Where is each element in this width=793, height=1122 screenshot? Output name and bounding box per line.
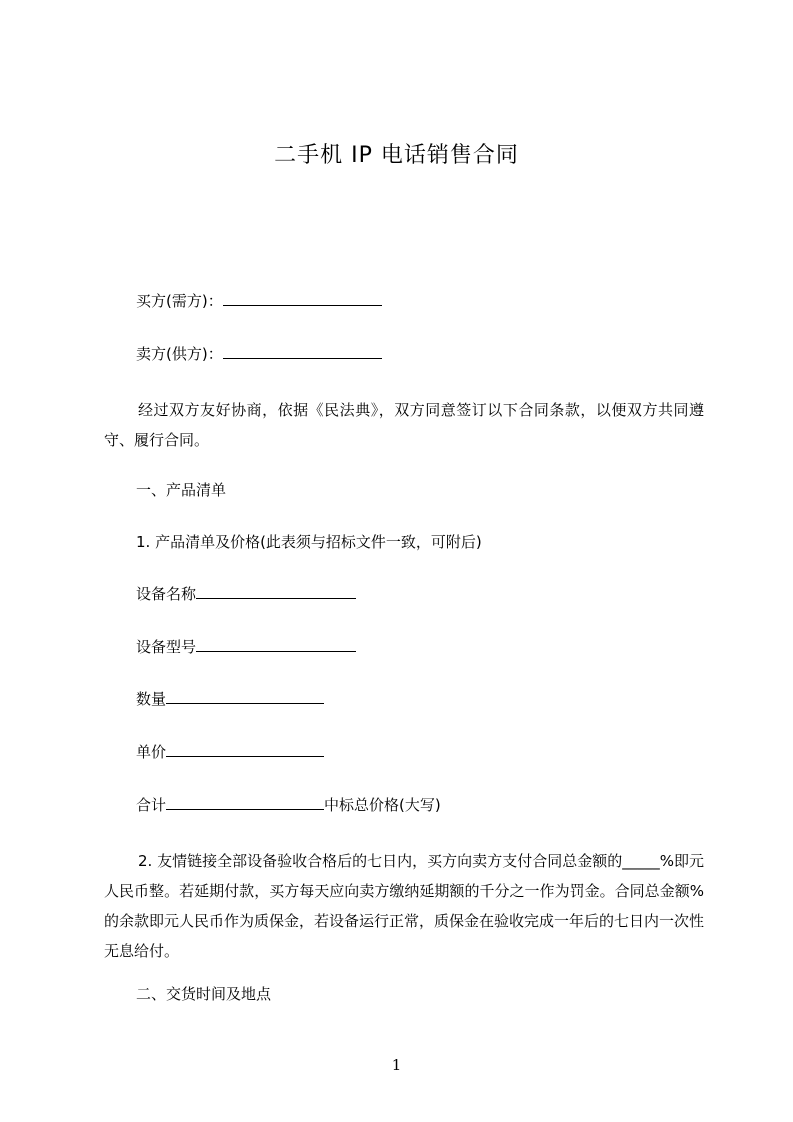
unit-price-line: [136, 741, 324, 763]
buyer-line: [136, 290, 382, 312]
total-label: 合计: [136, 796, 167, 814]
item2-paragraph: 2. 友情链接全部设备验收合格后的七日内，买方向卖方支付合同总金额的_____%即元人民币整。若延期付款，买方每天应向卖方缴纳延期额的千分之一作为罚金。合同总金额%的余款即元人民币作为质保金，若设备运行正常，质保金在验收完成一年后的七日内一次性无息给付。: [104, 852, 705, 960]
seller-line: [136, 343, 382, 365]
unit-price-blank: [166, 741, 324, 757]
item1-text: 1. 产品清单及价格(此表须与招标文件一致，可附后): [136, 533, 482, 551]
intro-paragraph: 经过双方友好协商，依据《民法典》，双方同意签订以下合同条款，以便双方共同遵守、履行合同。: [104, 401, 704, 449]
quantity-label: 数量: [136, 690, 167, 708]
device-name-label: 设备名称: [136, 585, 197, 603]
total-blank: [166, 794, 324, 810]
device-model-label: 设备型号: [136, 638, 197, 656]
device-name-line: [136, 583, 356, 605]
unit-price-label: 单价: [136, 743, 167, 761]
device-model-line: [136, 636, 356, 658]
bid-total-label: 中标总价格(大写): [324, 796, 441, 814]
section2-heading: 二、交货时间及地点: [136, 985, 272, 1003]
quantity-blank: [166, 688, 324, 704]
device-model-blank: [196, 636, 356, 652]
seller-label: 卖方(供方)：: [136, 345, 223, 363]
section1-heading: 一、产品清单: [136, 481, 227, 499]
document-title: 二手机 IP 电话销售合同: [274, 143, 519, 168]
seller-blank: [223, 343, 382, 359]
total-line: [136, 794, 441, 816]
buyer-label: 买方(需方)：: [136, 292, 223, 310]
page-number: 1: [391, 1056, 402, 1074]
buyer-blank: [223, 290, 382, 306]
quantity-line: [136, 688, 324, 710]
device-name-blank: [196, 583, 356, 599]
